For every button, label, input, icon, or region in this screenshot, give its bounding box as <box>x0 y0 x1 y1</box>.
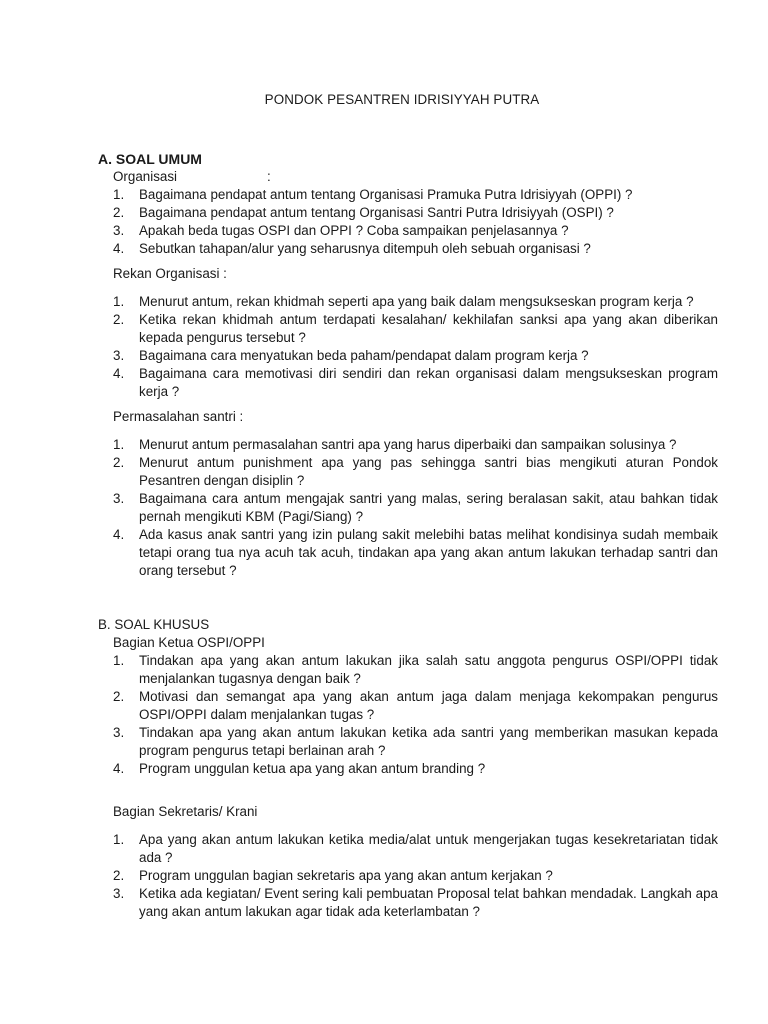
list-item: 2. Menurut antum punishment apa yang pas sehingga santri bias mengikuti aturan Pondok Pesantren dengan disiplin ? <box>113 455 718 488</box>
list-item: 2. Program unggulan bagian sekretaris apa yang akan antum kerjakan ? <box>113 868 553 883</box>
sekretaris-list <box>98 831 718 921</box>
list-item: 2. Bagaimana pendapat antum tentang Organisasi Santri Putra Idrisiyyah (OSPI) ? <box>113 205 614 220</box>
list-item: 4. Bagaimana cara memotivasi diri sendiri dan rekan organisasi dalam mengsukseskan program kerja ? <box>113 366 718 399</box>
ketua-list <box>98 652 718 778</box>
rekan-organisasi-block <box>98 265 718 401</box>
organisasi-colon: : <box>267 169 271 184</box>
list-item: 1. Menurut antum, rekan khidmah seperti apa yang baik dalam mengsukseskan program kerja ? <box>113 294 694 309</box>
list-item: 1. Apa yang akan antum lakukan ketika media/alat untuk mengerjakan tugas kesekretariatan tidak ada ? <box>113 832 718 865</box>
document-title: PONDOK PESANTREN IDRISIYYAH PUTRA <box>264 92 540 107</box>
sekretaris-block <box>98 803 718 921</box>
ketua-label: Bagian Ketua OSPI/OPPI <box>113 635 265 650</box>
organisasi-label <box>98 168 718 186</box>
list-item: 3. Tindakan apa yang akan antum lakukan ketika ada santri yang memberikan masukan kepada program pengurus tetapi berlainan arah ? <box>113 725 718 758</box>
section-a <box>98 150 718 258</box>
section-b <box>98 616 718 778</box>
organisasi-label-text: Organisasi <box>113 169 178 184</box>
list-item: 3. Bagaimana cara antum mengajak santri yang malas, sering beralasan sakit, atau bahkan tidak pernah mengikuti KBM (Pagi/Siang) ? <box>113 491 718 524</box>
organisasi-list <box>98 186 718 258</box>
rekan-organisasi-label: Rekan Organisasi : <box>113 266 227 281</box>
list-item: 1. Bagaimana pendapat antum tentang Organisasi Pramuka Putra Idrisiyyah (OPPI) ? <box>113 187 633 202</box>
list-item: 1. Menurut antum permasalahan santri apa yang harus diperbaiki dan sampaikan solusinya ? <box>113 437 677 452</box>
section-b-heading: B. SOAL KHUSUS <box>98 617 210 632</box>
list-item: 4. Ada kasus anak santri yang izin pulang sakit melebihi batas melihat kondisinya sudah membaik tetapi orang tua nya acuh tak acuh, tindakan apa yang akan antum lakukan terhadap santri dan orang tersebut ? <box>113 527 718 578</box>
section-a-heading: A. SOAL UMUM <box>98 151 202 167</box>
list-item: 4. Program unggulan ketua apa yang akan antum branding ? <box>113 761 486 776</box>
list-item: 4. Sebutkan tahapan/alur yang seharusnya ditempuh oleh sebuah organisasi ? <box>113 241 591 256</box>
rekan-organisasi-list <box>98 293 718 401</box>
list-item: 3. Apakah beda tugas OSPI dan OPPI ? Coba sampaikan penjelasannya ? <box>113 223 569 238</box>
list-item: 2. Motivasi dan semangat apa yang akan antum jaga dalam menjaga kekompakan pengurus OSPI/OPPI dalam menjalankan tugas ? <box>113 689 718 722</box>
sekretaris-label: Bagian Sekretaris/ Krani <box>113 804 258 819</box>
list-item: 1. Tindakan apa yang akan antum lakukan jika salah satu anggota pengurus OSPI/OPPI tidak menjalankan tugasnya dengan baik ? <box>113 653 718 686</box>
list-item: 2. Ketika rekan khidmah antum terdapati kesalahan/ kekhilafan sanksi apa yang akan diberikan kepada pengurus tersebut ? <box>113 312 718 345</box>
list-item: 3. Bagaimana cara menyatukan beda paham/pendapat dalam program kerja ? <box>113 348 589 363</box>
list-item: 3. Ketika ada kegiatan/ Event sering kali pembuatan Proposal telat bahkan mendadak. Langkah apa yang akan antum lakukan agar tidak ada keterlambatan ? <box>113 886 718 919</box>
permasalahan-santri-label: Permasalahan santri : <box>113 409 244 424</box>
permasalahan-santri-list <box>98 436 718 580</box>
permasalahan-santri-block <box>98 408 718 580</box>
